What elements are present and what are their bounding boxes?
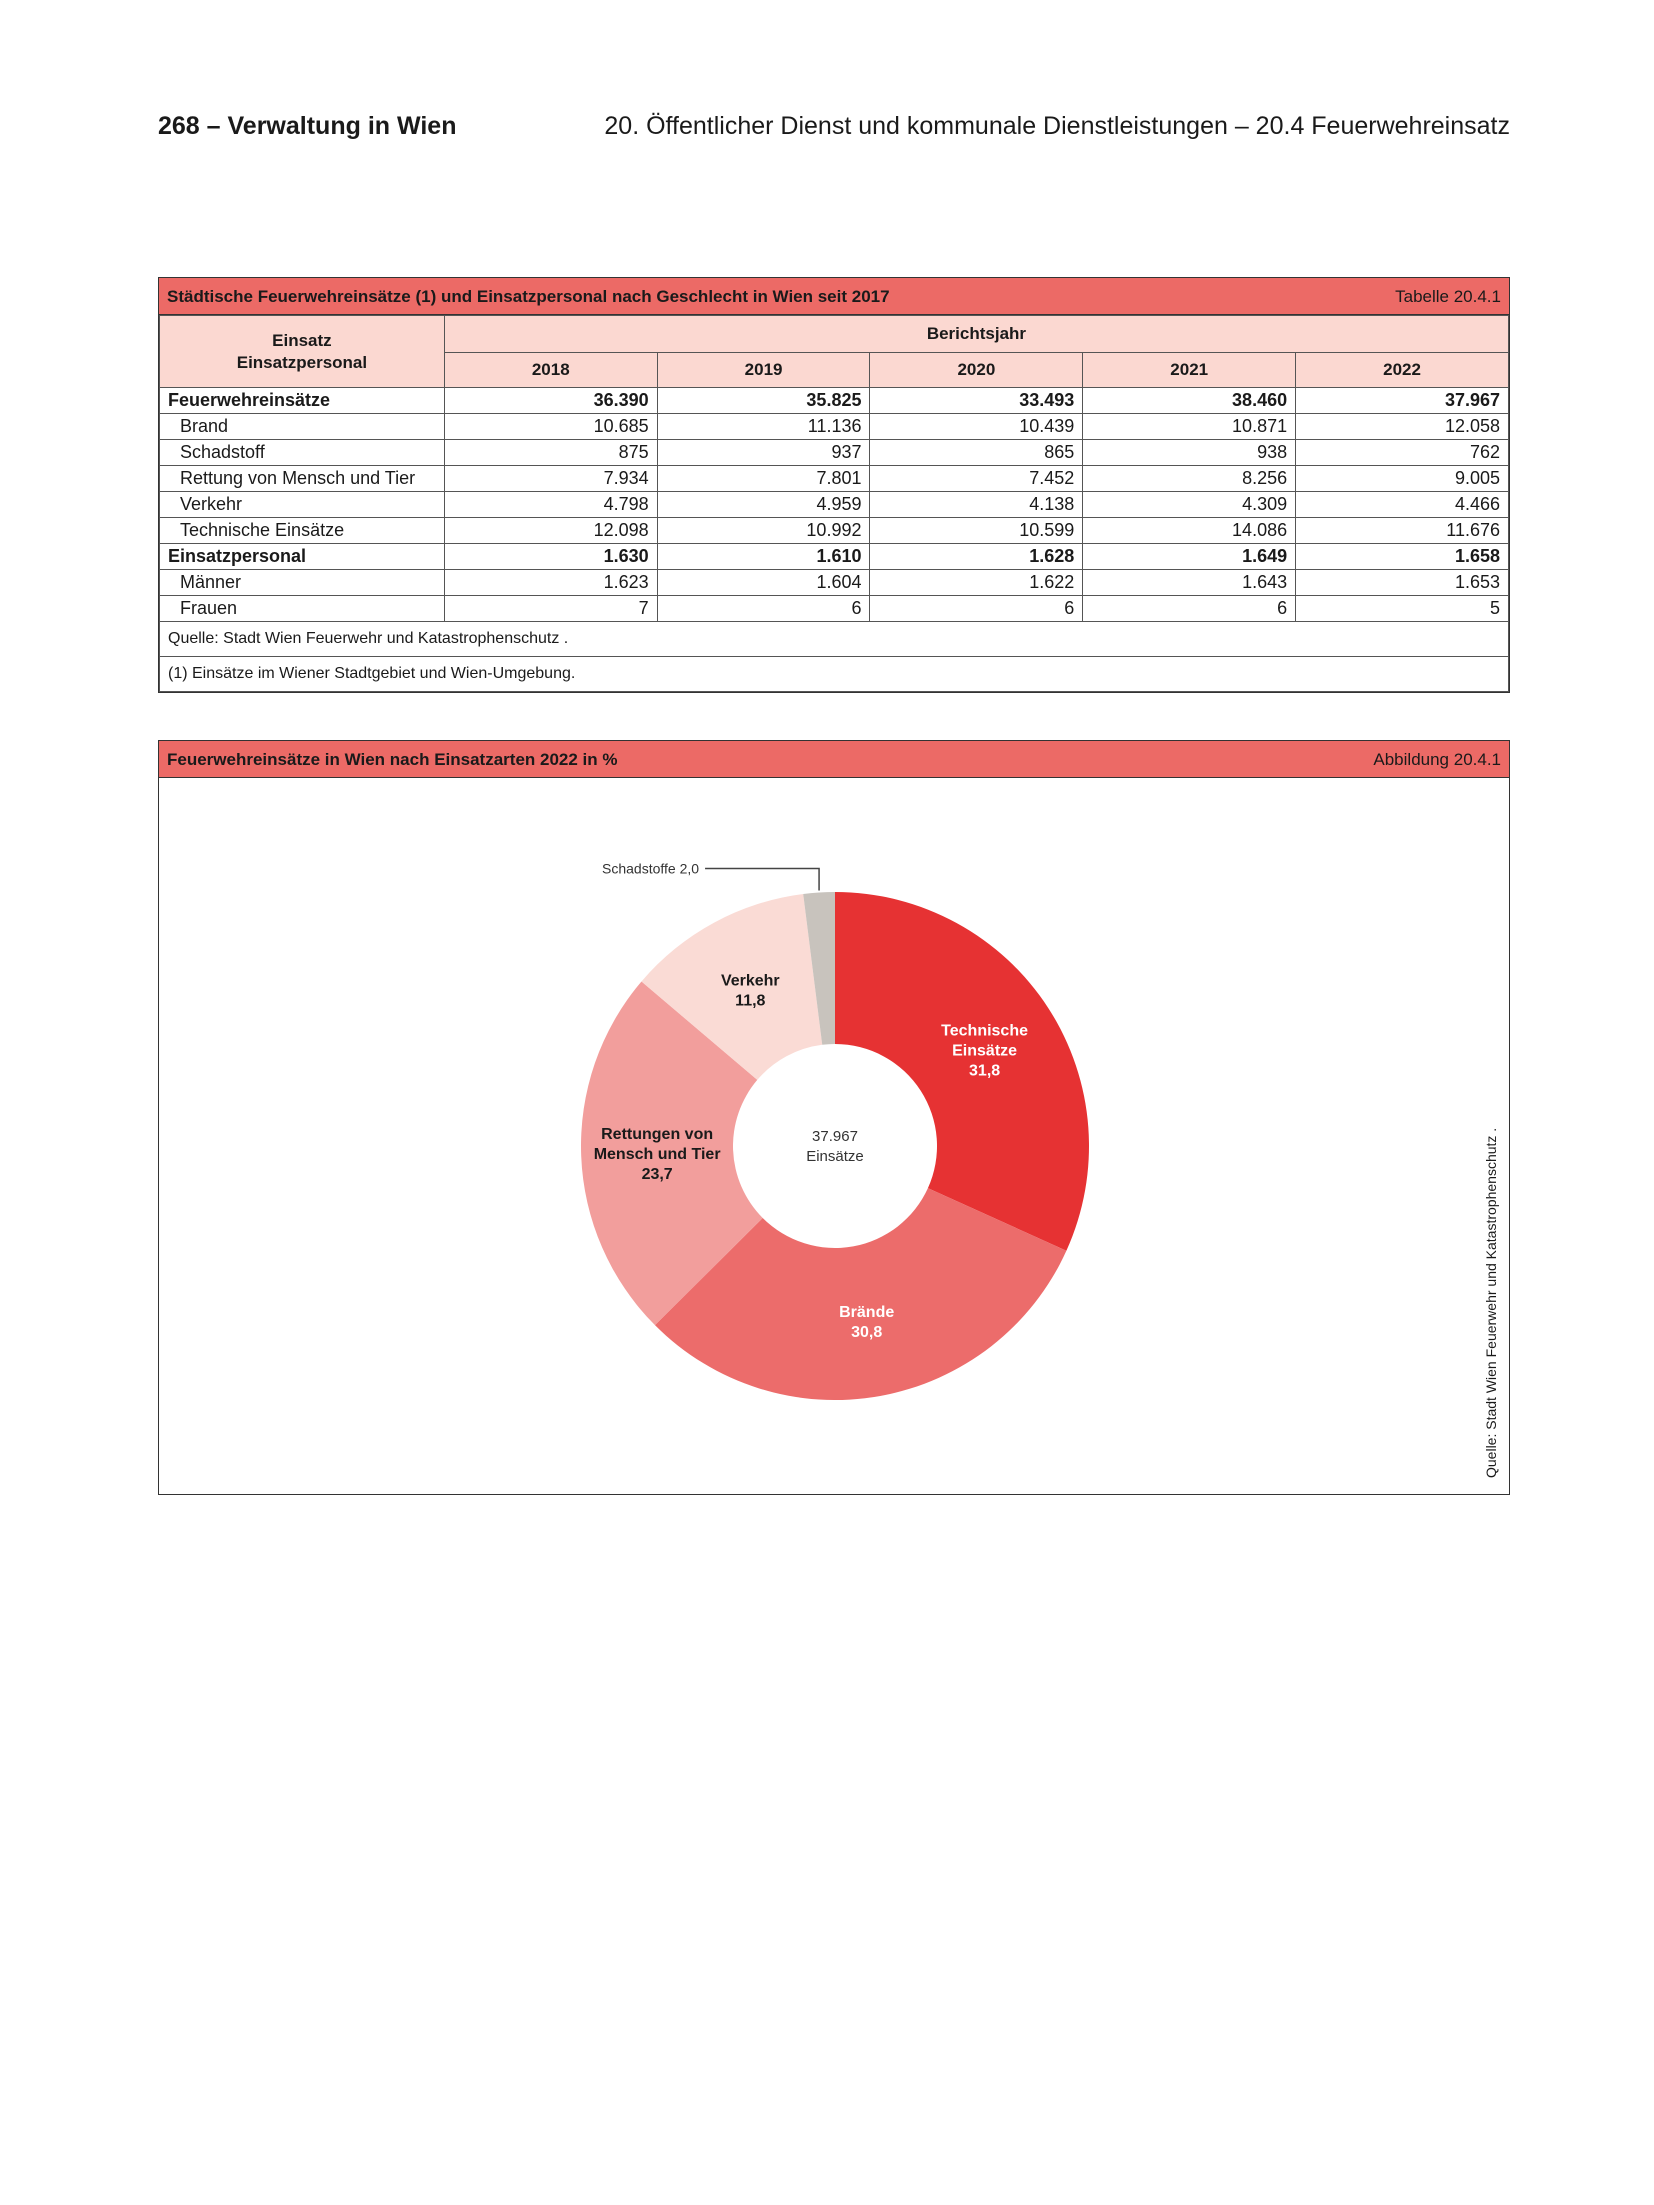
table-row	[160, 492, 1509, 518]
value-cell: 7.452	[870, 466, 1083, 492]
row-label: Schadstoff	[160, 440, 445, 466]
table-row	[160, 544, 1509, 570]
slice-label: Technische	[941, 1022, 1029, 1040]
table-footnote: (1) Einsätze im Wiener Stadtgebiet und Wien-Umgebung.	[160, 657, 1509, 692]
center-total: 37.967	[812, 1128, 858, 1145]
slice-label: 23,7	[641, 1165, 673, 1183]
value-cell: 1.649	[1083, 544, 1296, 570]
page-header	[158, 112, 1510, 152]
table-source: Quelle: Stadt Wien Feuerwehr und Katastrophenschutz .	[160, 622, 1509, 657]
table-row	[160, 414, 1509, 440]
value-cell: 10.992	[657, 518, 870, 544]
table-title: Städtische Feuerwehreinsätze (1) und Einsatzpersonal nach Geschlecht in Wien seit 2017	[167, 287, 890, 306]
value-cell: 4.959	[657, 492, 870, 518]
value-cell: 1.628	[870, 544, 1083, 570]
value-cell: 1.604	[657, 570, 870, 596]
figure-title-bar	[159, 741, 1509, 778]
value-cell: 10.871	[1083, 414, 1296, 440]
table-row	[160, 388, 1509, 414]
value-cell: 12.058	[1296, 414, 1509, 440]
value-cell: 6	[1083, 596, 1296, 622]
value-cell: 10.439	[870, 414, 1083, 440]
value-cell: 5	[1296, 596, 1509, 622]
value-cell: 6	[870, 596, 1083, 622]
value-cell: 1.622	[870, 570, 1083, 596]
row-label: Brand	[160, 414, 445, 440]
year-header: 2019	[657, 353, 870, 388]
figure-title: Feuerwehreinsätze in Wien nach Einsatzarten 2022 in %	[167, 750, 618, 769]
row-label: Männer	[160, 570, 445, 596]
year-header: 2021	[1083, 353, 1296, 388]
value-cell: 1.610	[657, 544, 870, 570]
slice-label: Mensch und Tier	[593, 1145, 721, 1163]
chart-area	[159, 778, 1509, 1494]
center-label: Einsätze	[806, 1148, 864, 1165]
slice-label: Einsätze	[952, 1042, 1018, 1060]
value-cell: 8.256	[1083, 466, 1296, 492]
value-cell: 4.466	[1296, 492, 1509, 518]
figure-reference: Abbildung 20.4.1	[1373, 750, 1501, 769]
row-header-cell	[160, 316, 445, 388]
row-label: Rettung von Mensch und Tier	[160, 466, 445, 492]
table-block	[158, 277, 1510, 693]
row-label: Verkehr	[160, 492, 445, 518]
value-cell: 1.653	[1296, 570, 1509, 596]
callout-label: Schadstoffe 2,0	[602, 860, 700, 877]
row-label: Frauen	[160, 596, 445, 622]
value-cell: 875	[444, 440, 657, 466]
slice-label: Rettungen von	[601, 1125, 714, 1143]
row-label: Einsatzpersonal	[160, 544, 445, 570]
row-label: Feuerwehreinsätze	[160, 388, 445, 414]
chapter-title: 20. Öffentlicher Dienst und kommunale Dienstleistungen – 20.4 Feuerwehreinsatz	[604, 112, 1510, 140]
value-cell: 12.098	[444, 518, 657, 544]
value-cell: 33.493	[870, 388, 1083, 414]
slice-label: Verkehr	[720, 972, 780, 990]
year-header: 2020	[870, 353, 1083, 388]
head-einsatz: Einsatz	[272, 330, 332, 350]
donut-chart	[159, 778, 1508, 1494]
figure-source-vertical: Quelle: Stadt Wien Feuerwehr und Katastrophenschutz .	[1483, 1127, 1499, 1478]
year-header: 2022	[1296, 353, 1509, 388]
table-row	[160, 440, 1509, 466]
table-row	[160, 518, 1509, 544]
slice-label: Brände	[839, 1304, 895, 1322]
value-cell: 4.309	[1083, 492, 1296, 518]
value-cell: 7.801	[657, 466, 870, 492]
table-row	[160, 570, 1509, 596]
value-cell: 7.934	[444, 466, 657, 492]
callout-line	[705, 869, 819, 891]
value-cell: 10.599	[870, 518, 1083, 544]
berichtsjahr-header: Berichtsjahr	[444, 316, 1508, 353]
value-cell: 36.390	[444, 388, 657, 414]
value-cell: 14.086	[1083, 518, 1296, 544]
table-title-bar	[159, 278, 1509, 315]
value-cell: 38.460	[1083, 388, 1296, 414]
value-cell: 7	[444, 596, 657, 622]
value-cell: 938	[1083, 440, 1296, 466]
value-cell: 1.630	[444, 544, 657, 570]
value-cell: 10.685	[444, 414, 657, 440]
row-label: Technische Einsätze	[160, 518, 445, 544]
value-cell: 762	[1296, 440, 1509, 466]
value-cell: 1.658	[1296, 544, 1509, 570]
value-cell: 6	[657, 596, 870, 622]
value-cell: 35.825	[657, 388, 870, 414]
slice-technische-einsaetze	[835, 892, 1089, 1251]
table-row	[160, 596, 1509, 622]
table-row	[160, 466, 1509, 492]
year-header: 2018	[444, 353, 657, 388]
page-number-title: 268 – Verwaltung in Wien	[158, 112, 457, 140]
value-cell: 4.798	[444, 492, 657, 518]
slice-label: 31,8	[969, 1062, 1001, 1080]
value-cell: 1.643	[1083, 570, 1296, 596]
value-cell: 4.138	[870, 492, 1083, 518]
value-cell: 11.136	[657, 414, 870, 440]
value-cell: 37.967	[1296, 388, 1509, 414]
value-cell: 865	[870, 440, 1083, 466]
slice-label: 30,8	[851, 1324, 883, 1342]
table-reference: Tabelle 20.4.1	[1395, 287, 1501, 306]
value-cell: 9.005	[1296, 466, 1509, 492]
data-table	[159, 315, 1509, 692]
value-cell: 11.676	[1296, 518, 1509, 544]
head-einsatzpersonal: Einsatzpersonal	[236, 352, 368, 372]
figure-block	[158, 740, 1510, 1495]
slice-label: 11,8	[735, 992, 766, 1010]
value-cell: 1.623	[444, 570, 657, 596]
value-cell: 937	[657, 440, 870, 466]
